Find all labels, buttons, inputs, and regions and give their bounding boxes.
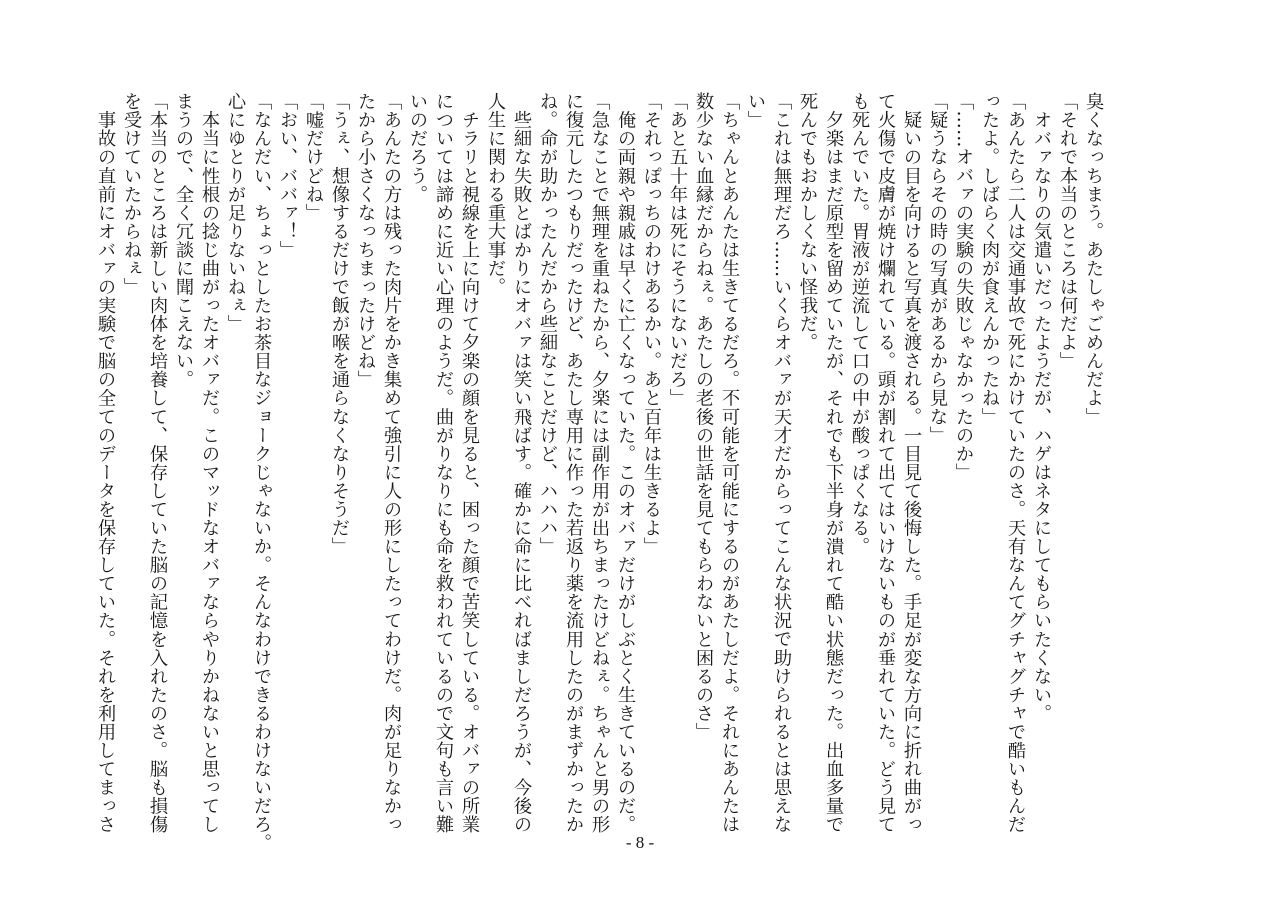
text-line: 疑いの目を向けると写真を渡される。一目見て後悔した。手足が変な方向に折れ曲がっ	[901, 92, 922, 834]
text-line: ったよ。しばらく肉が食えんかったね」	[979, 92, 1000, 426]
text-line: 「……オバァの実験の失敗じゃなかったのか」	[953, 92, 974, 482]
text-line: 俺の両親や親戚は早くに亡くなっていた。このオバァだけがしぶとく生きているのだ。	[615, 92, 636, 834]
text-line: 死んでもおかしくない怪我だ。	[797, 92, 818, 352]
text-line: オバァなりの気遣いだったようだが、ハゲはネタにしてもらいたくない。	[1031, 92, 1052, 723]
text-line: 事故の直前にオバァの実験で脳の全てのデータを保存していた。それを利用してまっさ	[95, 92, 116, 834]
text-line: 些細な失敗とばかりにオバァは笑い飛ばす。確かに命に比べればましだろうが、今後の	[511, 92, 532, 834]
text-line: 「なんだい、ちょっとしたお茶目なジョークじゃないか。そんなわけできるわけないだろ。	[251, 92, 272, 853]
text-line: 「急なことで無理を重ねたから、夕楽には副作用が出ちまったけどねぇ。ちゃんと男の形	[589, 92, 610, 834]
text-line: 「それっぽっちのわけあるかい。あと百年は生きるよ」	[641, 92, 662, 556]
text-line: 本当に性根の捻じ曲がったオバァだ。このマッドなオバァならやりかねないと思ってし	[199, 92, 220, 834]
page-number: - 8 -	[625, 833, 655, 852]
text-line: 数少ない血縁だからねぇ。あたしの老後の世話を見てもらわないと困るのさ」	[693, 92, 714, 741]
text-line: たから小さくなっちまったけどね」	[355, 92, 376, 389]
text-line: 「あんたら二人は交通事故で死にかけていたのさ。天有なんてグチャグチャで酷いもんだ	[1005, 92, 1026, 834]
text-line: 夕楽はまだ原型を留めていたが、それでも下半身が潰れて酷い状態だった。出血多量で	[823, 92, 844, 834]
text-line: 「うぇ、想像するだけで飯が喉を通らなくなりそうだ」	[329, 92, 350, 556]
text-line: を受けていたからねぇ」	[121, 92, 142, 296]
text-line: 人生に関わる重大事だ。	[485, 92, 506, 296]
text-line: 心にゆとりが足りないねぇ」	[225, 92, 246, 334]
text-line: 「あと五十年は死にそうにないだろ」	[667, 92, 688, 408]
text-line: 臭くなっちまう。あたしゃごめんだよ」	[1083, 92, 1104, 426]
text-line: については諦めに近い心理のようだ。曲がりなりにも命を救われているので文句も言い難	[433, 92, 454, 834]
text-line: チラリと視線を上に向けて夕楽の顔を見ると、困った顔で苦笑している。オバァの所業	[459, 92, 480, 834]
text-line: 「それで本当のところは何だよ」	[1057, 92, 1078, 371]
text-line: も死んでいた。胃液が逆流して口の中が酸っぱくなる。	[849, 92, 870, 556]
text-line: いのだろう。	[407, 92, 428, 204]
text-line: まうので、全く冗談に聞こえない。	[173, 92, 194, 389]
text-line: 「疑うならその時の写真があるから見な」	[927, 92, 948, 445]
text-line: 「本当のところは新しい肉体を培養して、保存していた脳の記憶を入れたのさ。脳も損傷	[147, 92, 168, 834]
text-line: 「これは無理だろ……いくらオバァが天才だからってこんな状況で助けられるとは思えな	[771, 92, 792, 834]
vertical-body-text	[95, 92, 1106, 853]
text-line: に復元したつもりだったけど、あたし専用に作った若返り薬を流用したのがまずかったか	[563, 92, 584, 834]
text-line: い」	[745, 92, 766, 130]
text-line: 「おい、ババァ！」	[277, 92, 298, 259]
text-line: て火傷で皮膚が焼け爛れている。頭が割れて出てはいけないものが垂れていた。どう見て	[875, 92, 896, 834]
text-line: ね。命が助かったんだから些細なことだけど、ハハハ」	[537, 92, 558, 556]
text-line: 「嘘だけどね」	[303, 92, 324, 222]
text-line: 「ちゃんとあんたは生きてるだろ。不可能を可能にするのがあたしだよ。それにあんたは	[719, 92, 740, 834]
text-line: 「あんたの方は残った肉片をかき集めて強引に人の形にしたってわけだ。肉が足りなかっ	[381, 92, 402, 834]
